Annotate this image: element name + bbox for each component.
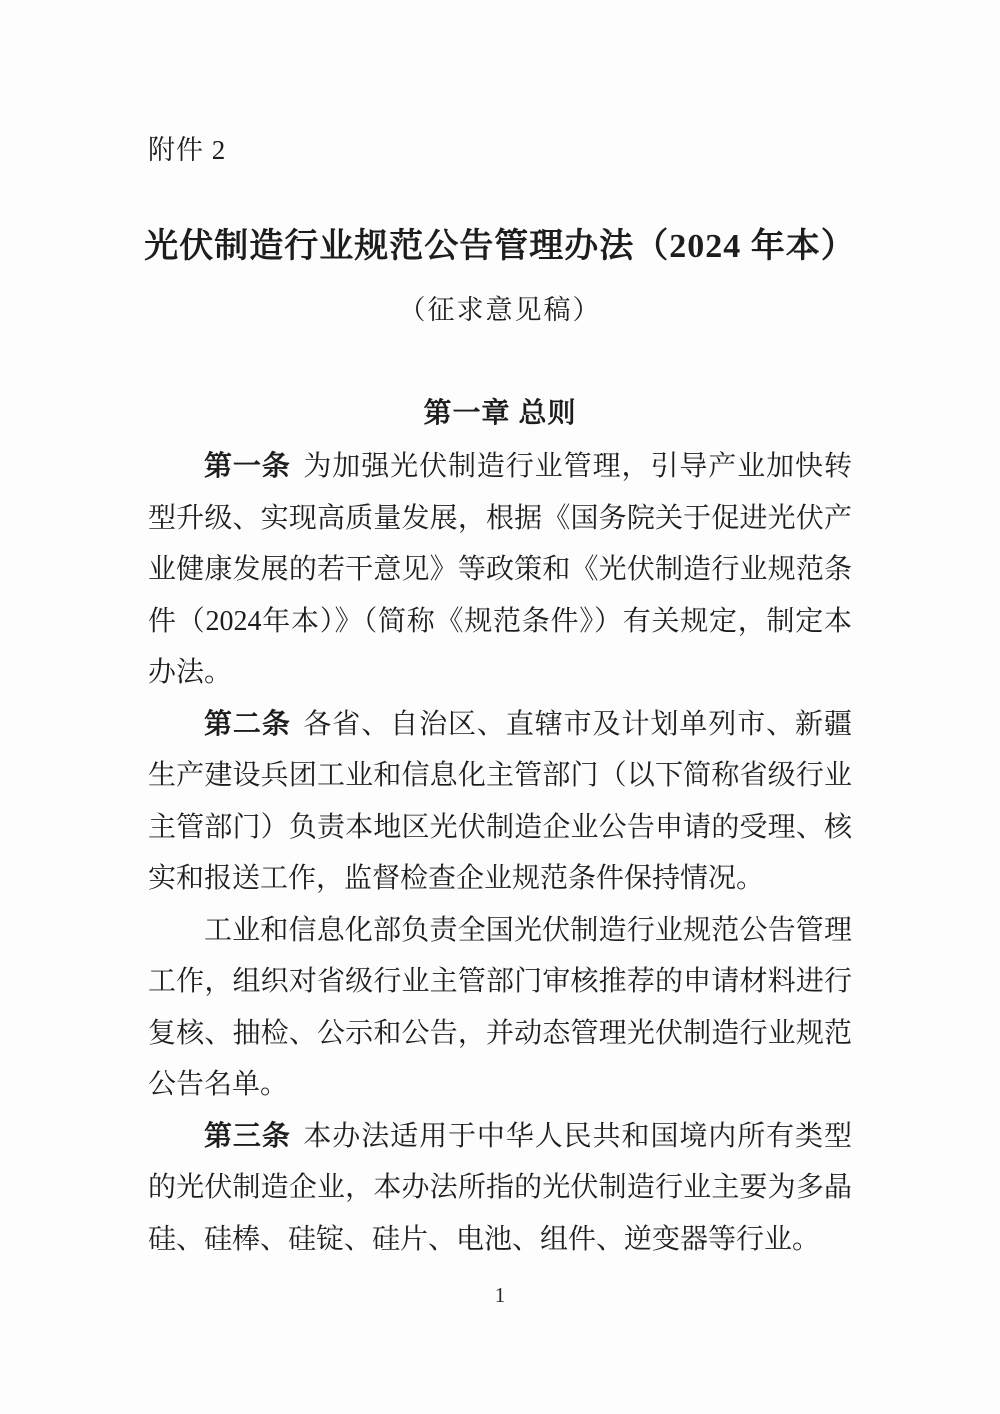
paragraph-article-2 bbox=[148, 699, 852, 905]
article-number: 第二条 bbox=[204, 708, 291, 740]
document-title: 光伏制造行业规范公告管理办法（2024 年本） bbox=[144, 228, 856, 265]
article-number: 第三条 bbox=[204, 1120, 291, 1152]
page-number: 1 bbox=[494, 1283, 506, 1307]
paragraph-text: 各省、自治区、直辖市及计划单列市、新疆生产建设兵团工业和信息化主管部门（以下简称省级行业主管部门）负责本地区光伏制造企业公告申请的受理、核实和报送工作，监督检查企业规范条件保持情况。 bbox=[148, 708, 852, 894]
paragraph-text: 本办法适用于中华人民共和国境内所有类型的光伏制造企业，本办法所指的光伏制造行业主要为多晶硅、硅棒、硅锭、硅片、电池、组件、逆变器等行业。 bbox=[148, 1120, 852, 1255]
paragraph-article-2-continued bbox=[148, 905, 852, 1111]
document-subtitle: （征求意见稿） bbox=[398, 295, 602, 325]
paragraph-article-1 bbox=[148, 441, 852, 699]
article-number: 第一条 bbox=[204, 451, 291, 482]
paragraph-article-3 bbox=[148, 1111, 852, 1266]
paragraph-text: 为加强光伏制造行业管理，引导产业加快转型升级、实现高质量发展，根据《国务院关于促进光伏产业健康发展的若干意见》等政策和《光伏制造行业规范条件（2024年本）》（简称《规范条件》）有关规定，制定本办法。 bbox=[148, 451, 852, 688]
paragraph-text: 工业和信息化部负责全国光伏制造行业规范公告管理工作，组织对省级行业主管部门审核推荐的申请材料进行复核、抽检、公示和公告，并动态管理光伏制造行业规范公告名单。 bbox=[148, 914, 852, 1100]
chapter-heading: 第一章 总则 bbox=[423, 398, 577, 429]
document-body bbox=[148, 441, 852, 1265]
attachment-label: 附件 2 bbox=[148, 135, 227, 165]
